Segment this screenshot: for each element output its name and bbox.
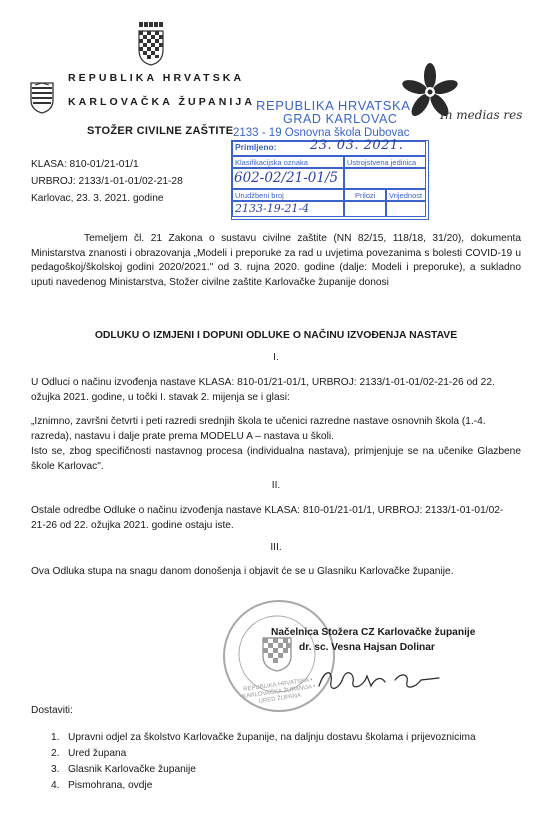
- header-stozer: STOŽER CIVILNE ZAŠTITE: [87, 125, 234, 137]
- stamp-ustroj-label-cell: [344, 156, 426, 168]
- stamp-urud-label: Urudžbeni broj: [235, 191, 284, 200]
- intro-paragraph: Temeljem čl. 21 Zakona o sustavu civilne zaštite (NN 82/15, 118/18, 31/20), dokumenta Ministarstva znanosti i obrazovanja „Modeli i preporuke za rad u uvjetima povezanima s bolesti COVID-19 u pedagoškoj/školskoj godini 2020/2021." od 3. rujna 2020. godine (dalje: Modeli i preporuke), a sukladno uputi navedenog Ministarstva, Stožer civilne zaštite Karlovačke županije donosi: [31, 233, 521, 288]
- county-coat-of-arms-icon: [30, 82, 54, 114]
- dostaviti-item-4: 4. Pismohrana, ovdje: [51, 780, 153, 791]
- stamp-ustroj-value-cell: [344, 168, 426, 189]
- stamp-school: 2133 - 19 Osnovna škola Dubovac: [233, 127, 410, 139]
- decision-title: ODLUKU O IZMJENI I DOPUNI ODLUKE O NAČINU IZVOĐENJA NASTAVE: [94, 330, 458, 341]
- header-republic: REPUBLIKA HRVATSKA: [68, 72, 245, 84]
- stamp-prilozi-label-cell: [344, 189, 386, 201]
- signatory-role: Načelnica Stožera CZ Karlovačke županije: [271, 627, 476, 638]
- section-2-heading: II.: [271, 480, 281, 491]
- stamp-vrijednost-label: Vrijednost: [389, 191, 423, 200]
- signatory-name: dr. sc. Vesna Hajsan Dolinar: [299, 642, 435, 653]
- section-1-quote-2: Isto se, zbog specifičnosti nastavnog procesa (individualna nastava), primjenjuje se na učenike Glazbene škole Karlovac".: [31, 446, 521, 472]
- stamp-vrijednost-label-cell: [386, 189, 426, 201]
- stamp-republic: REPUBLIKA HRVATSKA: [256, 98, 411, 113]
- stamp-prilozi-label: Prilozi: [355, 191, 376, 200]
- stamp-urud-value: 2133-19-21-4: [235, 202, 310, 215]
- stamp-urud-label-cell: [232, 189, 344, 201]
- stamp-primljeno-value: 23. 03. 2021.: [310, 138, 404, 153]
- in-medias-res-logo: [400, 62, 540, 132]
- stamp-vrijednost-value-cell: [386, 201, 426, 217]
- stamp-city: GRAD KARLOVAC: [283, 112, 398, 126]
- dostaviti-item-1: 1. Upravni odjel za školstvo Karlovačke županije, na daljnju dostavu školama i prijevoznicima: [51, 732, 476, 743]
- header-county: KARLOVAČKA ŽUPANIJA: [68, 96, 256, 108]
- klasa-line: KLASA: 810-01/21-01/1: [31, 159, 139, 170]
- section-3-text: Ova Odluka stupa na snagu danom donošenja i objavit će se u Glasniku Karlovačke županije.: [31, 566, 454, 577]
- dostaviti-item-2: 2. Ured župana: [51, 748, 127, 759]
- section-1-quote-1: „Iznimno, završni četvrti i peti razredi srednjih škola te učenici razredne nastave osnovnih škola (1.-4. razreda), nastavu i dalje prate prema MODELU A – nastava u školi.: [31, 416, 486, 442]
- place-date-line: Karlovac, 23. 3. 2021. godine: [31, 193, 164, 204]
- stamp-primljeno-label: Primljeno:: [235, 142, 277, 152]
- section-3-heading: III.: [270, 542, 282, 553]
- section-1-heading: I.: [273, 352, 279, 363]
- urbroj-line: URBROJ: 2133/1-01-01/02-21-28: [31, 176, 183, 187]
- section-1-text: U Odluci o načinu izvođenja nastave KLASA: 810-01/21-01/1, URBROJ: 2133/1-01-01/02-21-26 od 22. ožujka 2021. godine, u točki I. stavak 2. mijenja se i glasi:: [31, 377, 495, 403]
- stamp-klas-label-cell: [232, 156, 344, 168]
- dostaviti-label: Dostaviti:: [31, 705, 73, 716]
- handwritten-signature: [315, 660, 445, 700]
- stamp-ustroj-label: Ustrojstvena jedinica: [347, 158, 417, 167]
- stamp-klas-label: Klasifikacijska oznaka: [235, 158, 308, 167]
- coat-of-arms-icon: [136, 22, 166, 66]
- round-stamp-text: REPUBLIKA HRVATSKA • KARLOVAČKA ŽUPANIJA • URED ŽUPANA: [242, 677, 316, 705]
- stamp-prilozi-value-cell: [344, 201, 386, 217]
- section-2-text: Ostale odredbe Odluke o načinu izvođenja nastave KLASA: 810-01/21-01/1, URBROJ: 2133/1-01-01/02-21-26 od 22. ožujka 2021. godine ostaju iste.: [31, 505, 504, 531]
- logo-text: In medias res: [440, 108, 523, 122]
- dostaviti-item-3: 3. Glasnik Karlovačke županije: [51, 764, 196, 775]
- stamp-klas-value: 602-02/21-01/5: [234, 170, 339, 186]
